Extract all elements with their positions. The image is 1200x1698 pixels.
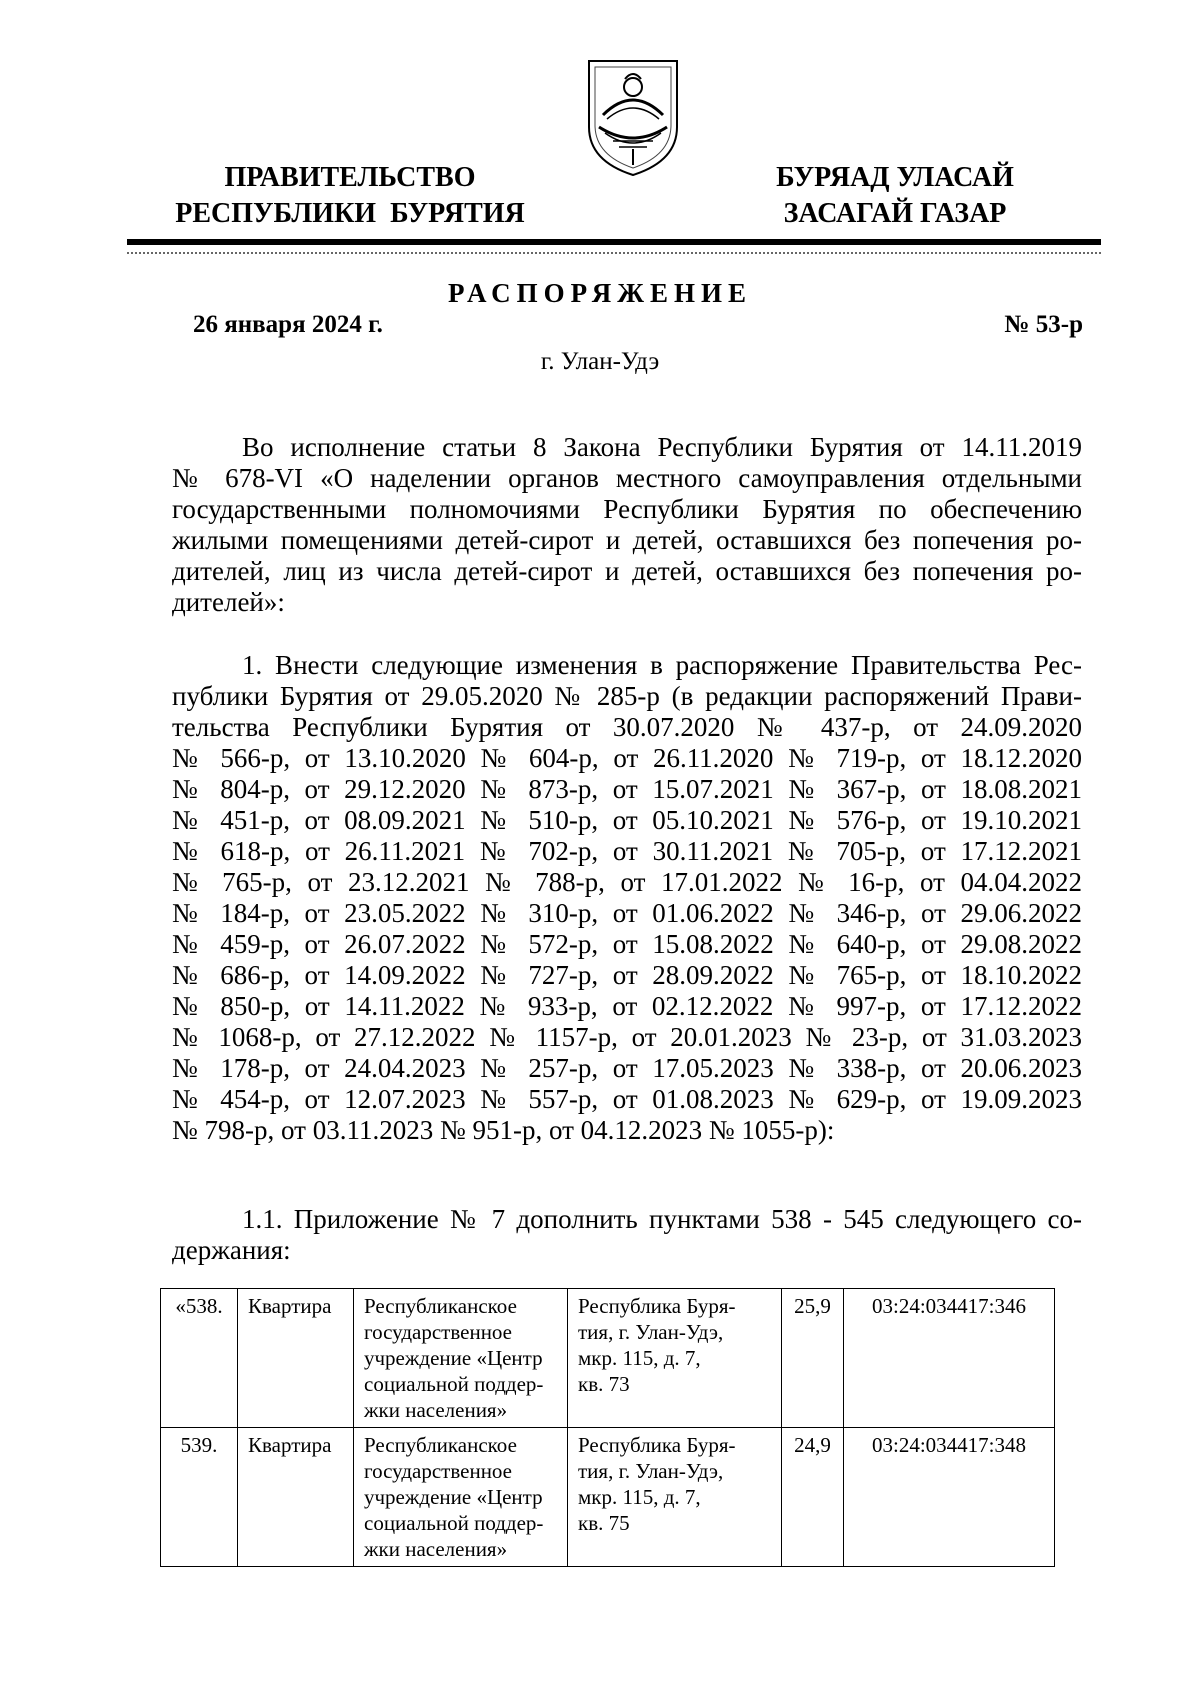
address-line: тия, г. Улан-Удэ, (578, 1459, 724, 1483)
address-line: кв. 73 (578, 1372, 630, 1396)
text-line: № 678-VI «О наделении органов местного самоуправления отдельными (172, 463, 1082, 493)
address-line: тия, г. Улан-Удэ, (578, 1320, 724, 1344)
address-line: Республика Буря- (578, 1294, 736, 1318)
text-line: № 566-р, от 13.10.2020 № 604-р, от 26.11.2020 № 719-р, от 18.12.2020 (172, 743, 1082, 773)
property-area: 24,9 (782, 1428, 844, 1567)
text-line: 1. Внести следующие изменения в распоряжение Правительства Рес- (242, 650, 1082, 680)
org-name-russian (160, 160, 540, 232)
text-line: № 765-р, от 23.12.2021 № 788-р, от 17.01.2022 № 16-р, от 04.04.2022 (172, 867, 1082, 897)
text-line: № 178-р, от 24.04.2023 № 257-р, от 17.05.2023 № 338-р, от 20.06.2023 (172, 1053, 1082, 1083)
holder-line: государственное (364, 1320, 513, 1344)
text-line: тельства Республики Бурятия от 30.07.2020 № 437-р, от 24.09.2020 (172, 712, 1082, 742)
org-name-line: ПРАВИТЕЛЬСТВО (224, 162, 476, 193)
address-line: кв. 75 (578, 1511, 630, 1535)
text-line: № 798-р, от 03.11.2023 № 951-р, от 04.12.2023 № 1055-р): (172, 1115, 835, 1145)
holder-line: учреждение «Центр (364, 1346, 543, 1370)
text-line: № 618-р, от 26.11.2021 № 702-р, от 30.11.2021 № 705-р, от 17.12.2021 (172, 836, 1082, 866)
document-date: 26 января 2024 г. (193, 311, 383, 338)
property-holder (354, 1289, 568, 1428)
text-line: дителей, лиц из числа детей-сирот и детей, оставшихся без попечения ро- (172, 556, 1082, 586)
intro-paragraph (172, 432, 1082, 618)
address-line: мкр. 115, д. 7, (578, 1346, 701, 1370)
document-number: № 53-р (1004, 311, 1083, 338)
cadastral-number: 03:24:034417:346 (844, 1289, 1055, 1428)
holder-line: социальной поддер- (364, 1372, 544, 1396)
text-line: дителей»: (172, 587, 285, 617)
text-line: № 686-р, от 14.09.2022 № 727-р, от 28.09.2022 № 765-р, от 18.10.2022 (172, 960, 1082, 990)
text-line: Во исполнение статьи 8 Закона Республики Бурятия от 14.11.2019 (242, 432, 1082, 462)
table-row (161, 1289, 1055, 1428)
text-line: публики Бурятия от 29.05.2020 № 285-р (в редакции распоряжений Прави- (172, 681, 1082, 711)
address-line: мкр. 115, д. 7, (578, 1485, 701, 1509)
property-table (160, 1288, 1055, 1567)
holder-line: социальной поддер- (364, 1511, 544, 1535)
holder-line: жки населения» (364, 1537, 508, 1561)
document-title: РАСПОРЯЖЕНИЕ (447, 278, 753, 308)
text-line: держания: (172, 1235, 291, 1265)
org-name-buryat (745, 160, 1045, 232)
text-line: № 459-р, от 26.07.2022 № 572-р, от 15.08.2022 № 640-р, от 29.08.2022 (172, 929, 1082, 959)
property-address (568, 1428, 782, 1567)
org-name-line: РЕСПУБЛИКИ БУРЯТИЯ (175, 198, 525, 229)
property-type: Квартира (238, 1428, 354, 1567)
holder-line: государственное (364, 1459, 513, 1483)
holder-line: жки населения» (364, 1398, 508, 1422)
header-divider-thin (127, 252, 1101, 254)
address-line: Республика Буря- (578, 1433, 736, 1457)
property-address (568, 1289, 782, 1428)
text-line: № 850-р, от 14.11.2022 № 933-р, от 02.12.2022 № 997-р, от 17.12.2022 (172, 991, 1082, 1021)
cadastral-number: 03:24:034417:348 (844, 1428, 1055, 1567)
org-name-line: БУРЯАД УЛАСАЙ (776, 162, 1014, 193)
text-line: № 804-р, от 29.12.2020 № 873-р, от 15.07.2021 № 367-р, от 18.08.2021 (172, 774, 1082, 804)
coat-of-arms-icon (585, 57, 681, 177)
text-line: жилыми помещениями детей-сирот и детей, оставшихся без попечения ро- (172, 525, 1082, 555)
row-number: «538. (161, 1289, 238, 1428)
property-area: 25,9 (782, 1289, 844, 1428)
header-divider-thick (127, 239, 1101, 245)
org-name-line: ЗАСАГАЙ ГАЗАР (783, 198, 1007, 229)
property-holder (354, 1428, 568, 1567)
holder-line: Республиканское (364, 1433, 517, 1457)
text-line: № 1068-р, от 27.12.2022 № 1157-р, от 20.01.2023 № 23-р, от 31.03.2023 (172, 1022, 1082, 1052)
document-city: г. Улан-Удэ (540, 348, 660, 375)
text-line: № 451-р, от 08.09.2021 № 510-р, от 05.10.2021 № 576-р, от 19.10.2021 (172, 805, 1082, 835)
text-line: 1.1. Приложение № 7 дополнить пунктами 538 - 545 следующего со- (242, 1204, 1082, 1234)
table-row (161, 1428, 1055, 1567)
holder-line: учреждение «Центр (364, 1485, 543, 1509)
row-number: 539. (161, 1428, 238, 1567)
holder-line: Республиканское (364, 1294, 517, 1318)
item-1-paragraph (172, 650, 1082, 1146)
item-1-1-paragraph (172, 1204, 1082, 1266)
property-type: Квартира (238, 1289, 354, 1428)
text-line: № 184-р, от 23.05.2022 № 310-р, от 01.06.2022 № 346-р, от 29.06.2022 (172, 898, 1082, 928)
text-line: № 454-р, от 12.07.2023 № 557-р, от 01.08.2023 № 629-р, от 19.09.2023 (172, 1084, 1082, 1114)
text-line: государственными полномочиями Республики Бурятия по обеспечению (172, 494, 1082, 524)
